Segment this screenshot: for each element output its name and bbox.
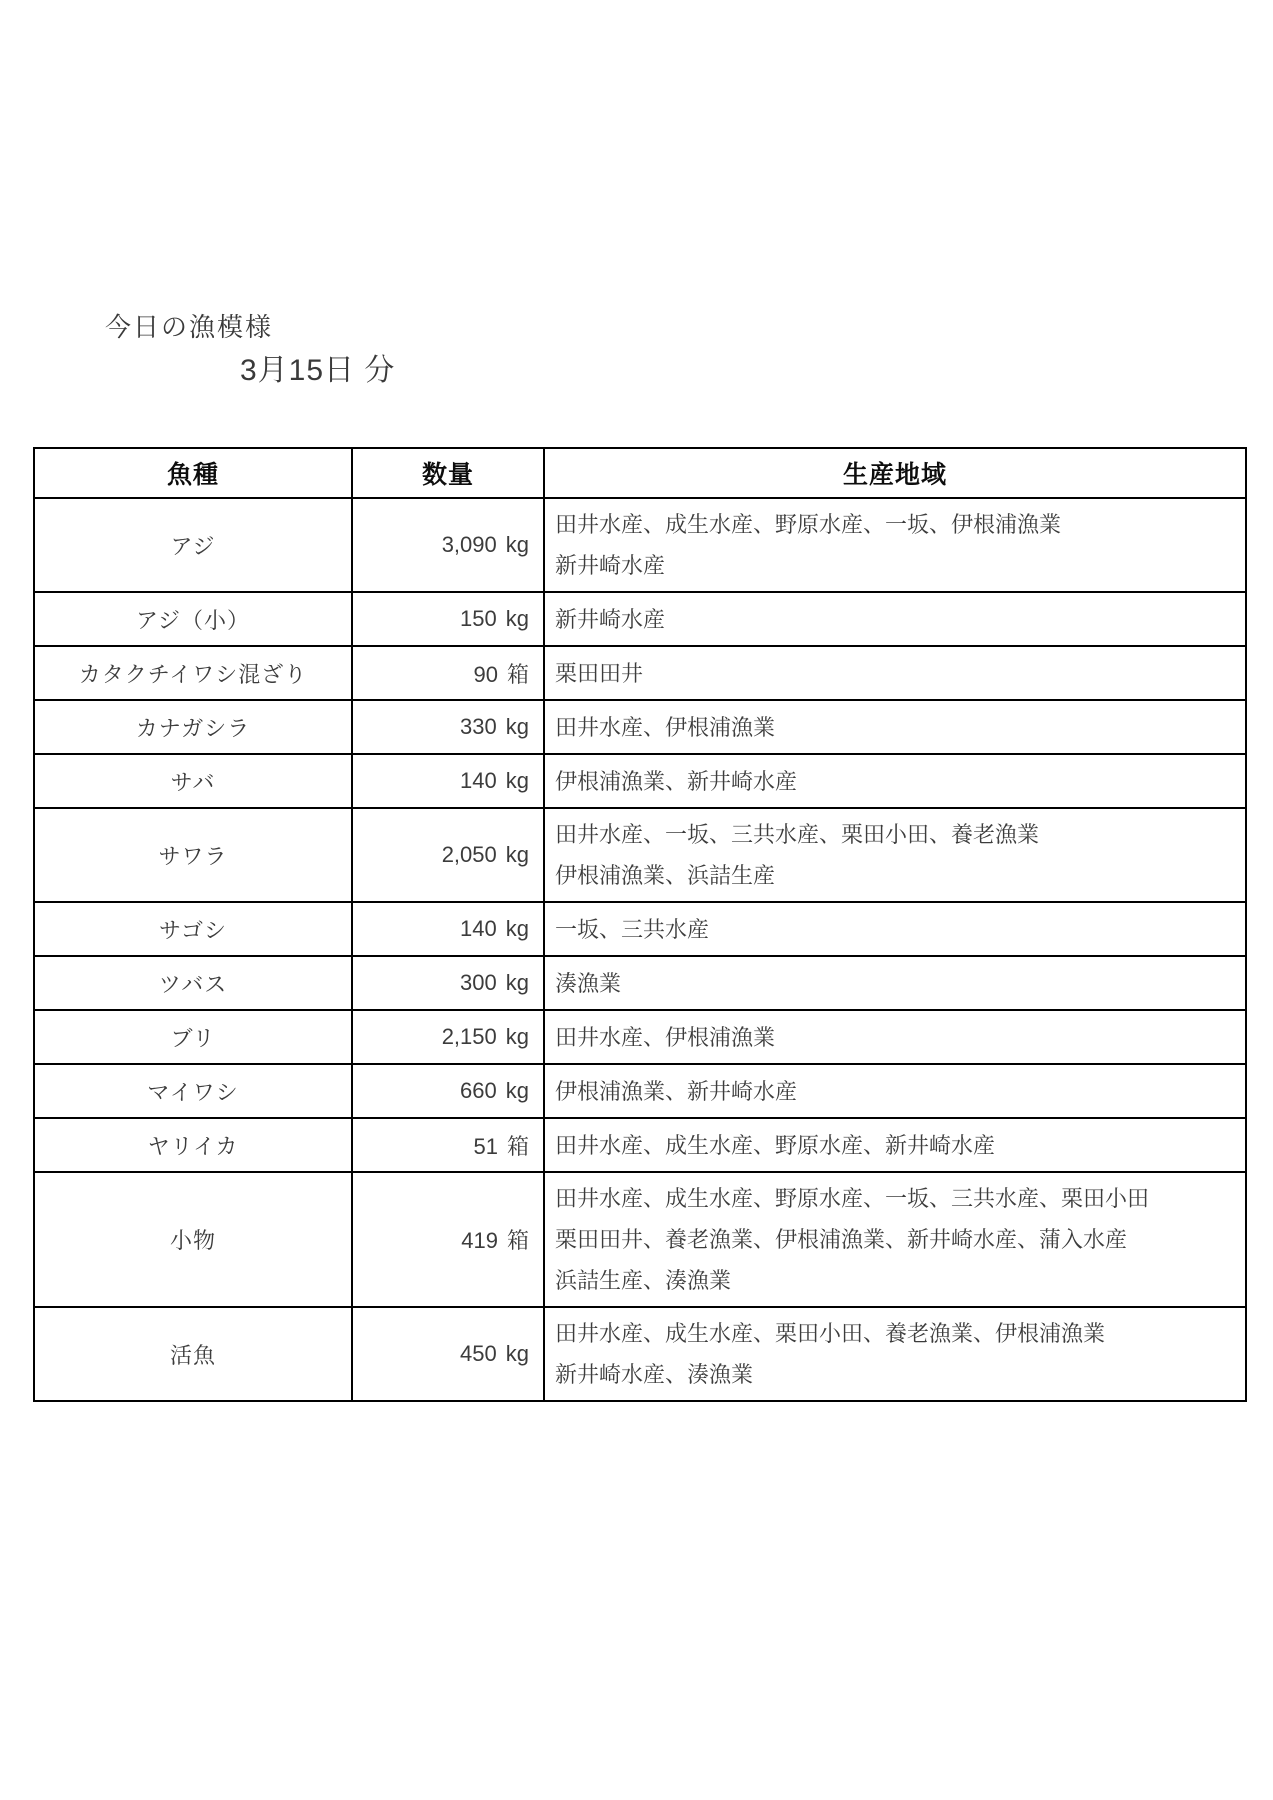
table-row bbox=[34, 902, 1246, 956]
quantity-value: 2,150 bbox=[441, 1024, 497, 1049]
region-cell bbox=[544, 956, 1246, 1010]
quantity-cell bbox=[352, 902, 544, 956]
quantity-value: 660 bbox=[460, 1078, 497, 1103]
region-line: 伊根浦漁業、浜詰生産 bbox=[555, 863, 776, 888]
table-row bbox=[34, 1064, 1246, 1118]
region-cell bbox=[544, 1010, 1246, 1064]
quantity-unit: kg bbox=[505, 842, 529, 867]
quantity-unit: kg bbox=[505, 1341, 529, 1366]
species-cell: ヤリイカ bbox=[34, 1118, 352, 1172]
quantity-cell bbox=[352, 592, 544, 646]
region-cell bbox=[544, 498, 1246, 592]
region-line: 田井水産、成生水産、野原水産、一坂、三共水産、栗田小田 bbox=[555, 1186, 1150, 1211]
region-cell bbox=[544, 646, 1246, 700]
species-cell: 活魚 bbox=[34, 1307, 352, 1401]
quantity-value: 3,090 bbox=[441, 532, 497, 557]
page-subtitle: 3月15日 分 bbox=[240, 354, 396, 387]
quantity-value: 140 bbox=[460, 916, 497, 941]
header-species: 魚種 bbox=[34, 448, 352, 498]
page-title: 今日の漁模様 bbox=[105, 312, 274, 342]
region-cell bbox=[544, 1172, 1246, 1307]
table-row bbox=[34, 498, 1246, 592]
region-line: 一坂、三共水産 bbox=[555, 916, 710, 942]
quantity-unit: kg bbox=[505, 1024, 529, 1049]
quantity-cell bbox=[352, 700, 544, 754]
region-line: 田井水産、一坂、三共水産、栗田小田、養老漁業 bbox=[555, 822, 1040, 847]
region-line: 新井崎水産、湊漁業 bbox=[555, 1362, 754, 1387]
quantity-value: 140 bbox=[460, 768, 497, 793]
species-cell: カナガシラ bbox=[34, 700, 352, 754]
quantity-value: 450 bbox=[460, 1341, 497, 1366]
quantity-cell bbox=[352, 1010, 544, 1064]
quantity-value: 419 bbox=[461, 1228, 498, 1253]
quantity-unit: kg bbox=[505, 714, 529, 739]
species-cell: マイワシ bbox=[34, 1064, 352, 1118]
table-row bbox=[34, 956, 1246, 1010]
species-cell: 小物 bbox=[34, 1172, 352, 1307]
quantity-unit: kg bbox=[505, 532, 529, 557]
species-cell: サゴシ bbox=[34, 902, 352, 956]
species-cell: ブリ bbox=[34, 1010, 352, 1064]
quantity-value: 150 bbox=[460, 606, 497, 631]
header-quantity: 数量 bbox=[352, 448, 544, 498]
quantity-value: 90 bbox=[473, 661, 498, 687]
species-cell: サバ bbox=[34, 754, 352, 808]
region-cell bbox=[544, 808, 1246, 902]
region-line: 新井崎水産 bbox=[555, 553, 666, 578]
region-line: 田井水産、成生水産、野原水産、新井崎水産 bbox=[555, 1132, 996, 1158]
region-cell bbox=[544, 754, 1246, 808]
quantity-value: 330 bbox=[460, 714, 497, 739]
quantity-cell bbox=[352, 956, 544, 1010]
region-line: 田井水産、伊根浦漁業 bbox=[555, 714, 776, 740]
region-line: 浜詰生産、湊漁業 bbox=[555, 1268, 732, 1293]
region-line: 田井水産、成生水産、栗田小田、養老漁業、伊根浦漁業 bbox=[555, 1321, 1106, 1346]
region-cell bbox=[544, 1118, 1246, 1172]
catch-table bbox=[33, 447, 1247, 1402]
table-row bbox=[34, 700, 1246, 754]
region-line: 伊根浦漁業、新井崎水産 bbox=[555, 1078, 798, 1104]
quantity-unit: kg bbox=[505, 606, 529, 631]
quantity-cell bbox=[352, 1172, 544, 1307]
quantity-unit: kg bbox=[505, 916, 529, 941]
table-row bbox=[34, 1118, 1246, 1172]
region-cell bbox=[544, 1064, 1246, 1118]
quantity-unit: kg bbox=[505, 1078, 529, 1103]
quantity-unit: 箱 bbox=[506, 1133, 529, 1159]
species-cell: カタクチイワシ混ざり bbox=[34, 646, 352, 700]
region-cell bbox=[544, 700, 1246, 754]
table-row bbox=[34, 1010, 1246, 1064]
region-line: 田井水産、成生水産、野原水産、一坂、伊根浦漁業 bbox=[555, 512, 1062, 537]
region-cell bbox=[544, 1307, 1246, 1401]
quantity-cell bbox=[352, 1064, 544, 1118]
quantity-unit: kg bbox=[505, 768, 529, 793]
species-cell: アジ bbox=[34, 498, 352, 592]
quantity-cell bbox=[352, 1307, 544, 1401]
table-header-row bbox=[34, 448, 1246, 498]
quantity-cell bbox=[352, 498, 544, 592]
region-line: 伊根浦漁業、新井崎水産 bbox=[555, 768, 798, 794]
region-line: 新井崎水産 bbox=[555, 606, 666, 632]
quantity-unit: 箱 bbox=[506, 661, 529, 687]
quantity-value: 51 bbox=[473, 1133, 498, 1159]
species-cell: ツバス bbox=[34, 956, 352, 1010]
quantity-cell bbox=[352, 646, 544, 700]
quantity-unit: kg bbox=[505, 970, 529, 995]
table-row bbox=[34, 754, 1246, 808]
table-row bbox=[34, 808, 1246, 902]
table-row bbox=[34, 646, 1246, 700]
region-line: 田井水産、伊根浦漁業 bbox=[555, 1024, 776, 1050]
region-line: 湊漁業 bbox=[555, 970, 622, 996]
species-cell: アジ（小） bbox=[34, 592, 352, 646]
region-cell bbox=[544, 592, 1246, 646]
table-row bbox=[34, 592, 1246, 646]
quantity-unit: 箱 bbox=[506, 1228, 529, 1253]
species-cell: サワラ bbox=[34, 808, 352, 902]
quantity-cell bbox=[352, 754, 544, 808]
quantity-cell bbox=[352, 808, 544, 902]
quantity-value: 300 bbox=[460, 970, 497, 995]
table-row bbox=[34, 1172, 1246, 1307]
quantity-value: 2,050 bbox=[441, 842, 497, 867]
header-region: 生産地域 bbox=[544, 448, 1246, 498]
quantity-cell bbox=[352, 1118, 544, 1172]
table-row bbox=[34, 1307, 1246, 1401]
region-cell bbox=[544, 902, 1246, 956]
region-line: 栗田田井、養老漁業、伊根浦漁業、新井崎水産、蒲入水産 bbox=[555, 1227, 1128, 1252]
region-line: 栗田田井 bbox=[555, 660, 644, 686]
